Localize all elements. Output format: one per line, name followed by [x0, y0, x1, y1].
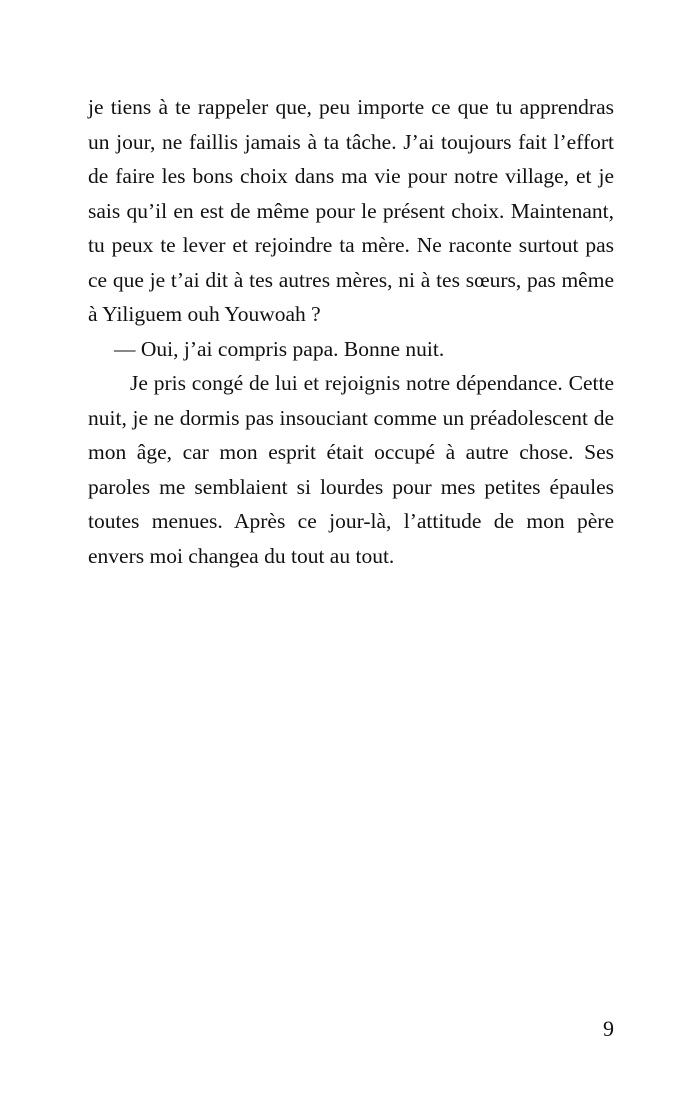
paragraph-father-speech: je tiens à te rappeler que, peu importe ce que tu apprendras un jour, ne faillis jamais à ta tâche. J’ai toujours fait l’effort de faire les bons choix dans ma vie pour notre village, et je sais qu’il en est de même pour le présent choix. Maintenant, tu peux te lever et rejoindre ta mère. Ne raconte surtout pas ce que je t’ai dit à tes autres mères, ni à tes sœurs, pas même à Yiliguem ouh Youwoah ?: [88, 95, 614, 326]
paragraph-narration: Je pris congé de lui et rejoignis notre dépendance. Cette nuit, je ne dormis pas insouciant comme un préadolescent de mon âge, car mon esprit était occupé à autre chose. Ses paroles me semblaient si lourdes pour mes petites épaules toutes menues. Après ce jour-là, l’attitude de mon père envers moi changea du tout au tout.: [88, 371, 614, 568]
page-number: 9: [603, 1016, 614, 1041]
paragraph-dialogue-reply: — Oui, j’ai compris papa. Bonne nuit.: [114, 336, 445, 361]
body-text: [88, 90, 614, 573]
